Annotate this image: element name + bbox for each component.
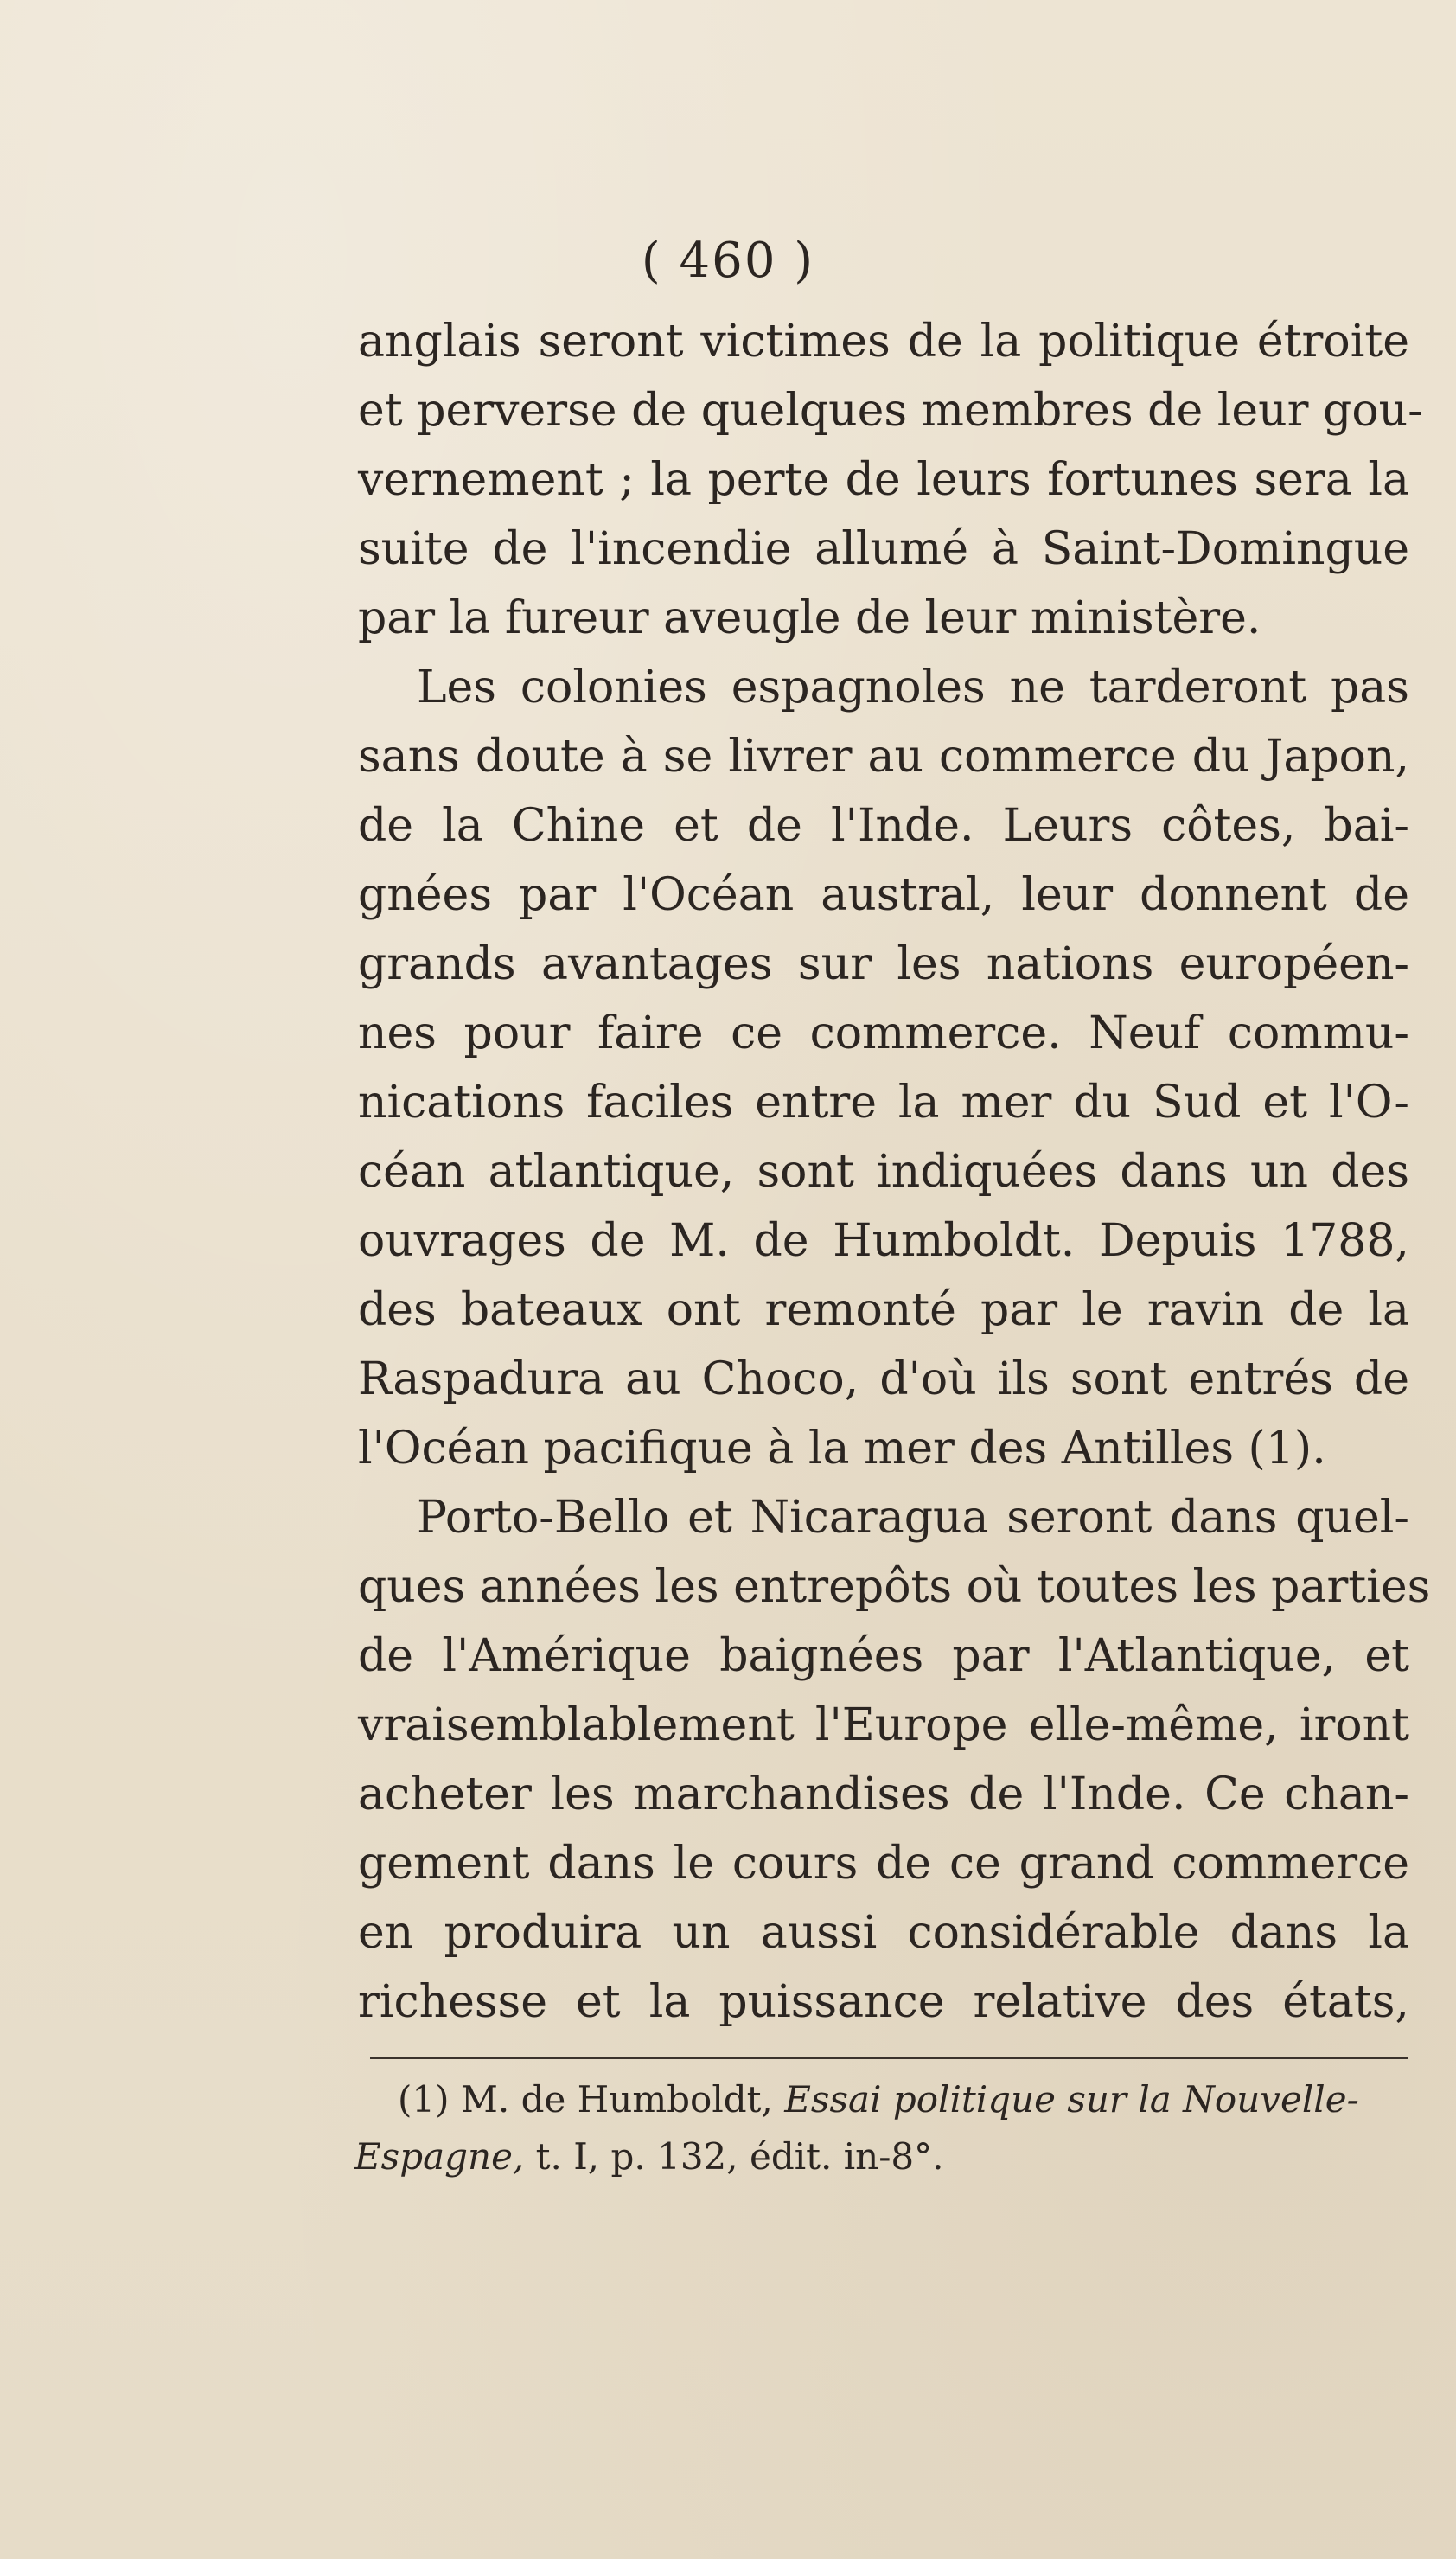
text-line: l'Océan pacifique à la mer des Antilles (1). [358,1423,1326,1475]
text-line: céan atlantique, sont indiquées dans un des [358,1146,1409,1198]
footnote-line [354,2128,1409,2185]
text-line: Les colonies espagnoles ne tarderont pas [417,662,1409,713]
text-line: Raspadura au Choco, d'où ils sont entrés de [358,1353,1409,1405]
footnote [354,2071,1409,2185]
page-number: ( 460 ) [641,233,815,289]
text-line: de l'Amérique baignées par l'Atlantique, et [358,1630,1409,1682]
footnote-citation: t. I, p. 132, édit. in-8°. [535,2135,944,2178]
footnote-author: M. de Humboldt, [460,2078,773,2121]
text-line: et perverse de quelques membres de leur gou- [358,385,1423,437]
text-line: Porto-Bello et Nicaragua seront dans quel- [417,1492,1409,1544]
text-line: gnées par l'Océan austral, leur donnent de [358,869,1409,921]
text-line: grands avantages sur les nations européen- [358,938,1409,990]
text-line: en produira un aussi considérable dans la [358,1907,1409,1959]
text-line: vernement ; la perte de leurs fortunes sera la [358,454,1409,506]
footnote-title-cont: Espagne, [354,2135,525,2178]
text-line: ques années les entrepôts où toutes les parties [358,1561,1431,1613]
text-line: nications faciles entre la mer du Sud et l'O- [358,1077,1409,1129]
text-line: anglais seront victimes de la politique étroite [358,316,1409,368]
text-line: acheter les marchandises de l'Inde. Ce chan- [358,1769,1409,1820]
text-line: ouvrages de M. de Humboldt. Depuis 1788, [358,1215,1409,1267]
text-line: sans doute à se livrer au commerce du Japon, [358,731,1409,783]
text-line: par la fureur aveugle de leur ministère. [358,592,1261,644]
text-line: richesse et la puissance relative des états, [358,1976,1409,2028]
footnote-line [398,2071,1409,2128]
footnote-marker: (1) [398,2078,450,2121]
body-text [358,307,1431,2037]
text-line: vraisemblablement l'Europe elle-même, iront [358,1699,1409,1751]
text-line: des bateaux ont remonté par le ravin de la [358,1284,1409,1336]
text-line: de la Chine et de l'Inde. Leurs côtes, bai- [358,800,1409,852]
text-line: suite de l'incendie allumé à Saint-Domingue [358,523,1409,575]
footnote-separator [370,2057,1408,2059]
text-line: gement dans le cours de ce grand commerce [358,1838,1409,1890]
footnote-title: Essai politique sur la Nouvelle- [784,2078,1359,2121]
text-line: nes pour faire ce commerce. Neuf commu- [358,1008,1409,1059]
